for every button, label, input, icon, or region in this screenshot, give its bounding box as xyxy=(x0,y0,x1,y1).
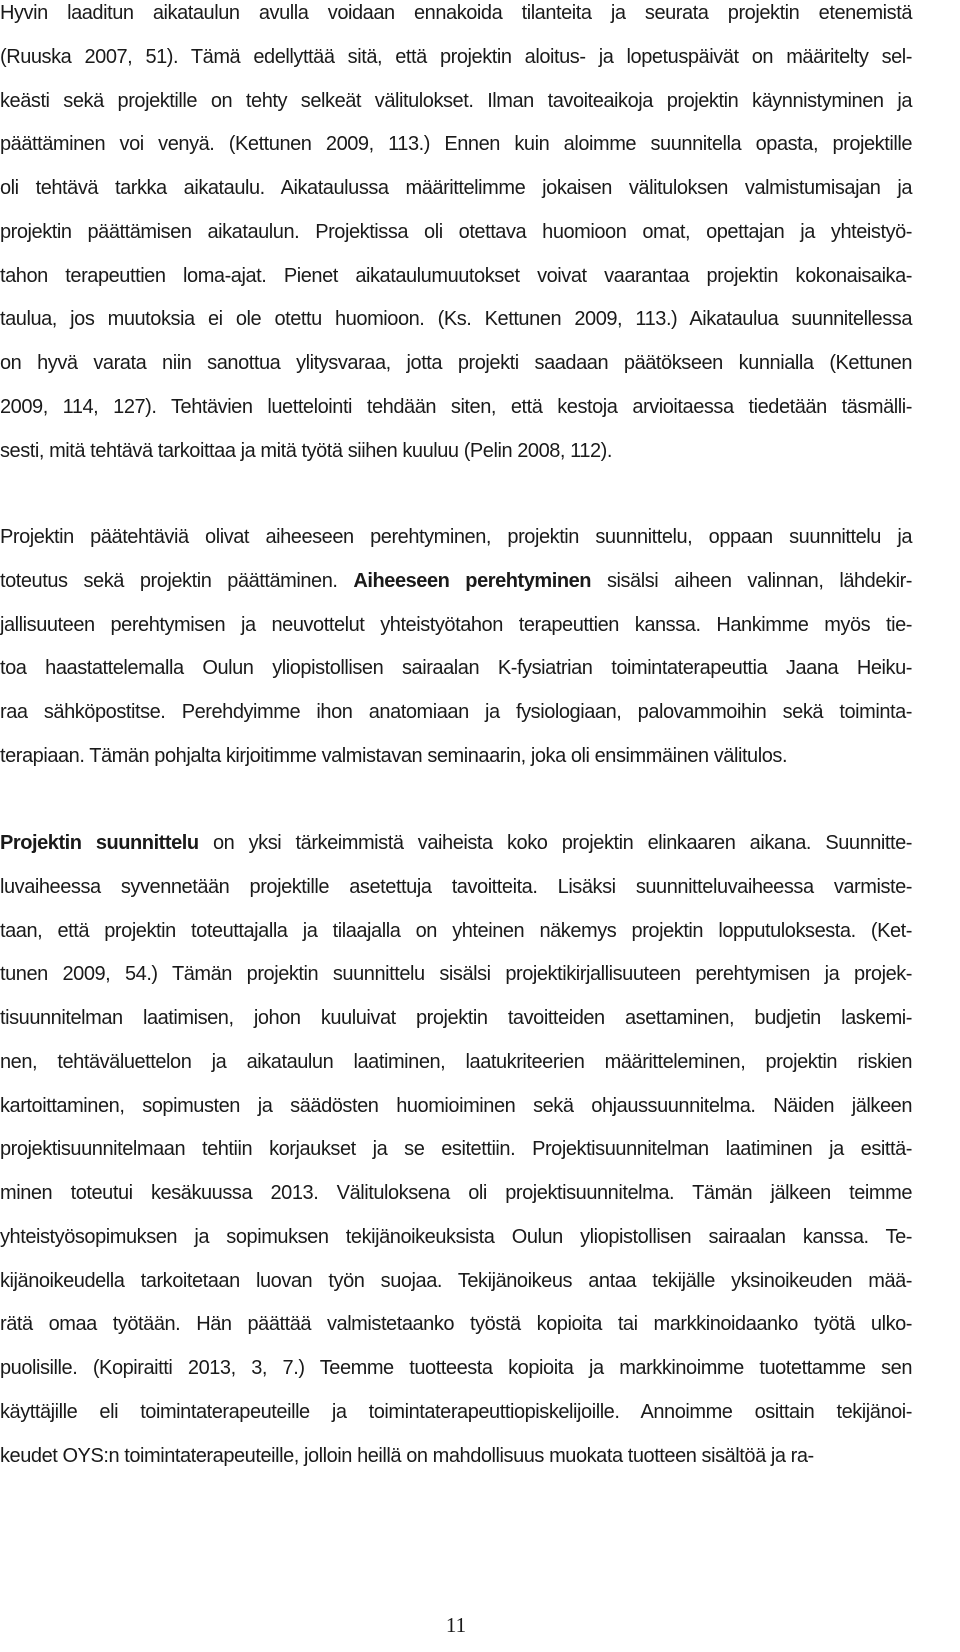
text-line xyxy=(0,1355,912,1381)
text-line xyxy=(0,1049,912,1075)
text-run: rätä omaa työtään. Hän päättää valmistetaanko työstä kopioita tai markkinoidaanko työtä ulko- xyxy=(0,1313,912,1336)
text-run: kijänoikeudella tarkoitetaan luovan työn suojaa. Tekijänoikeus antaa tekijälle yksinoikeuden mää- xyxy=(0,1269,912,1292)
text-line xyxy=(0,1093,912,1119)
text-run: on yksi tärkeimmistä vaiheista koko projektin elinkaaren aikana. Suunnitte- xyxy=(198,832,913,854)
text-run: Hyvin laaditun aikataulun avulla voidaan ennakoida tilanteita ja seurata projektin etenemistä xyxy=(0,2,912,24)
text-line xyxy=(0,1136,912,1162)
text-line xyxy=(0,263,912,289)
text-run: tahon terapeuttien loma-ajat. Pienet aikataulumuutokset voivat vaarantaa projektin kokonaisaika- xyxy=(0,264,912,287)
text-line xyxy=(0,830,912,856)
text-line xyxy=(0,175,912,201)
text-run: oli tehtävä tarkka aikataulu. Aikataulussa määrittelimme jokaisen välituloksen valmistumisajan ja xyxy=(0,177,912,199)
text-line xyxy=(0,350,912,376)
text-line xyxy=(0,743,787,769)
text-line xyxy=(0,874,912,900)
text-run: Projektin päätehtäviä olivat aiheeseen perehtyminen, projektin suunnittelu, oppaan suunnittelu ja xyxy=(0,526,912,548)
text-run: minen toteutui kesäkuussa 2013. Välituloksena oli projektisuunnitelma. Tämän jälkeen teimme xyxy=(0,1182,912,1204)
text-line xyxy=(0,612,912,638)
text-line xyxy=(0,1268,912,1294)
text-run: on hyvä varata niin sanottua ylitysvaraa, jotta projekti saadaan päätökseen kunnialla (Kettunen xyxy=(0,352,912,374)
text-line xyxy=(0,568,912,594)
bold-run-heading: Projektin suunnittelu xyxy=(0,832,199,854)
text-line xyxy=(0,438,612,464)
text-run: tunen 2009, 54.) Tämän projektin suunnittelu sisälsi projektikirjallisuuteen perehtymisen ja projek- xyxy=(0,963,912,986)
text-run: tisuunnitelman laatimisen, johon kuuluivat projektin tavoitteiden asettaminen, budjetin laskemi- xyxy=(0,1007,912,1029)
text-run: projektin päättämisen aikataulun. Projektissa oli otettava huomioon omat, opettajan ja yhteistyö- xyxy=(0,220,912,243)
text-line xyxy=(0,394,912,420)
text-line xyxy=(0,1005,912,1031)
text-line xyxy=(0,655,912,681)
text-line xyxy=(0,44,912,70)
text-run: päättäminen voi venyä. (Kettunen 2009, 113.) Ennen kuin aloimme suunnitella opasta, projektille xyxy=(0,133,912,156)
text-line xyxy=(0,1443,814,1469)
text-line xyxy=(0,88,912,114)
text-line xyxy=(0,1180,912,1206)
text-run: 2009, 114, 127). Tehtävien luettelointi tehdään siten, että kestoja arvioitaessa tiedetään täsmälli- xyxy=(0,395,912,418)
text-run: jallisuuteen perehtymisen ja neuvottelut yhteistyötahon terapeuttien kanssa. Hankimme myös tie- xyxy=(0,613,912,636)
page-number: 11 xyxy=(445,1613,467,1637)
text-line xyxy=(0,699,912,725)
text-run: nen, tehtäväluettelon ja aikataulun laatiminen, laatukriteerien määritteleminen, projektin riskien xyxy=(0,1050,912,1073)
text-run: keästi sekä projektille on tehty selkeät välitulokset. Ilman tavoiteaikoja projektin käynnistyminen ja xyxy=(0,89,912,112)
text-run: (Ruuska 2007, 51). Tämä edellyttää sitä, että projektin aloitus- ja lopetuspäivät on määritelty sel- xyxy=(0,45,912,68)
text-run: käyttäjille eli toimintaterapeuteille ja toimintaterapeuttiopiskelijoille. Annoimme osittain tekijänoi- xyxy=(0,1400,912,1423)
text-run: toa haastattelemalla Oulun yliopistollisen sairaalan K-fysiatrian toimintaterapeuttia Jaana Heiku- xyxy=(0,657,912,680)
text-line xyxy=(0,306,912,332)
text-line xyxy=(0,0,912,26)
text-run: toteutus sekä projektin päättäminen. xyxy=(0,569,354,592)
text-run: taan, että projektin toteuttajalla ja tilaajalla on yhteinen näkemys projektin lopputuloksesta. (Ket- xyxy=(0,919,912,942)
text-line xyxy=(0,1224,912,1250)
text-line xyxy=(0,918,912,944)
text-line xyxy=(0,961,912,987)
text-line xyxy=(0,1311,912,1337)
text-line xyxy=(0,219,912,245)
text-run: raa sähköpostitse. Perehdyimme ihon anatomiaan ja fysiologiaan, palovammoihin sekä toiminta- xyxy=(0,701,912,723)
text-run: yhteistyösopimuksen ja sopimuksen tekijänoikeuksista Oulun yliopistollisen sairaalan kanssa. Te- xyxy=(0,1225,912,1248)
text-line xyxy=(0,524,912,550)
text-run: luvaiheessa syvennetään projektille asetettuja tavoitteita. Lisäksi suunnitteluvaiheessa varmiste- xyxy=(0,875,912,898)
text-run: keudet OYS:n toimintaterapeuteille, jolloin heillä on mahdollisuus muokata tuotteen sisältöä ja ra- xyxy=(0,1444,814,1467)
bold-run-heading: Aiheeseen perehtyminen xyxy=(353,569,592,592)
text-run: sisälsi aiheen valinnan, lähdekir- xyxy=(591,569,912,592)
text-line xyxy=(0,1399,912,1425)
text-run: terapiaan. Tämän pohjalta kirjoitimme valmistavan seminaarin, joka oli ensimmäinen välitulos. xyxy=(0,744,788,767)
text-run: projektisuunnitelmaan tehtiin korjaukset ja se esitettiin. Projektisuunnitelman laatiminen ja esittä- xyxy=(0,1138,912,1161)
text-run: sesti, mitä tehtävä tarkoittaa ja mitä työtä siihen kuuluu (Pelin 2008, 112). xyxy=(0,439,612,462)
text-run: taulua, jos muutoksia ei ole otettu huomioon. (Ks. Kettunen 2009, 113.) Aikataulua suunnitellessa xyxy=(0,308,912,331)
text-run: kartoittaminen, sopimusten ja säädösten huomioiminen sekä ohjaussuunnitelma. Näiden jälkeen xyxy=(0,1094,912,1117)
text-line xyxy=(0,131,912,157)
text-run: puolisille. (Kopiraitti 2013, 3, 7.) Teemme tuotteesta kopioita ja markkinoimme tuotettamme sen xyxy=(0,1357,912,1379)
